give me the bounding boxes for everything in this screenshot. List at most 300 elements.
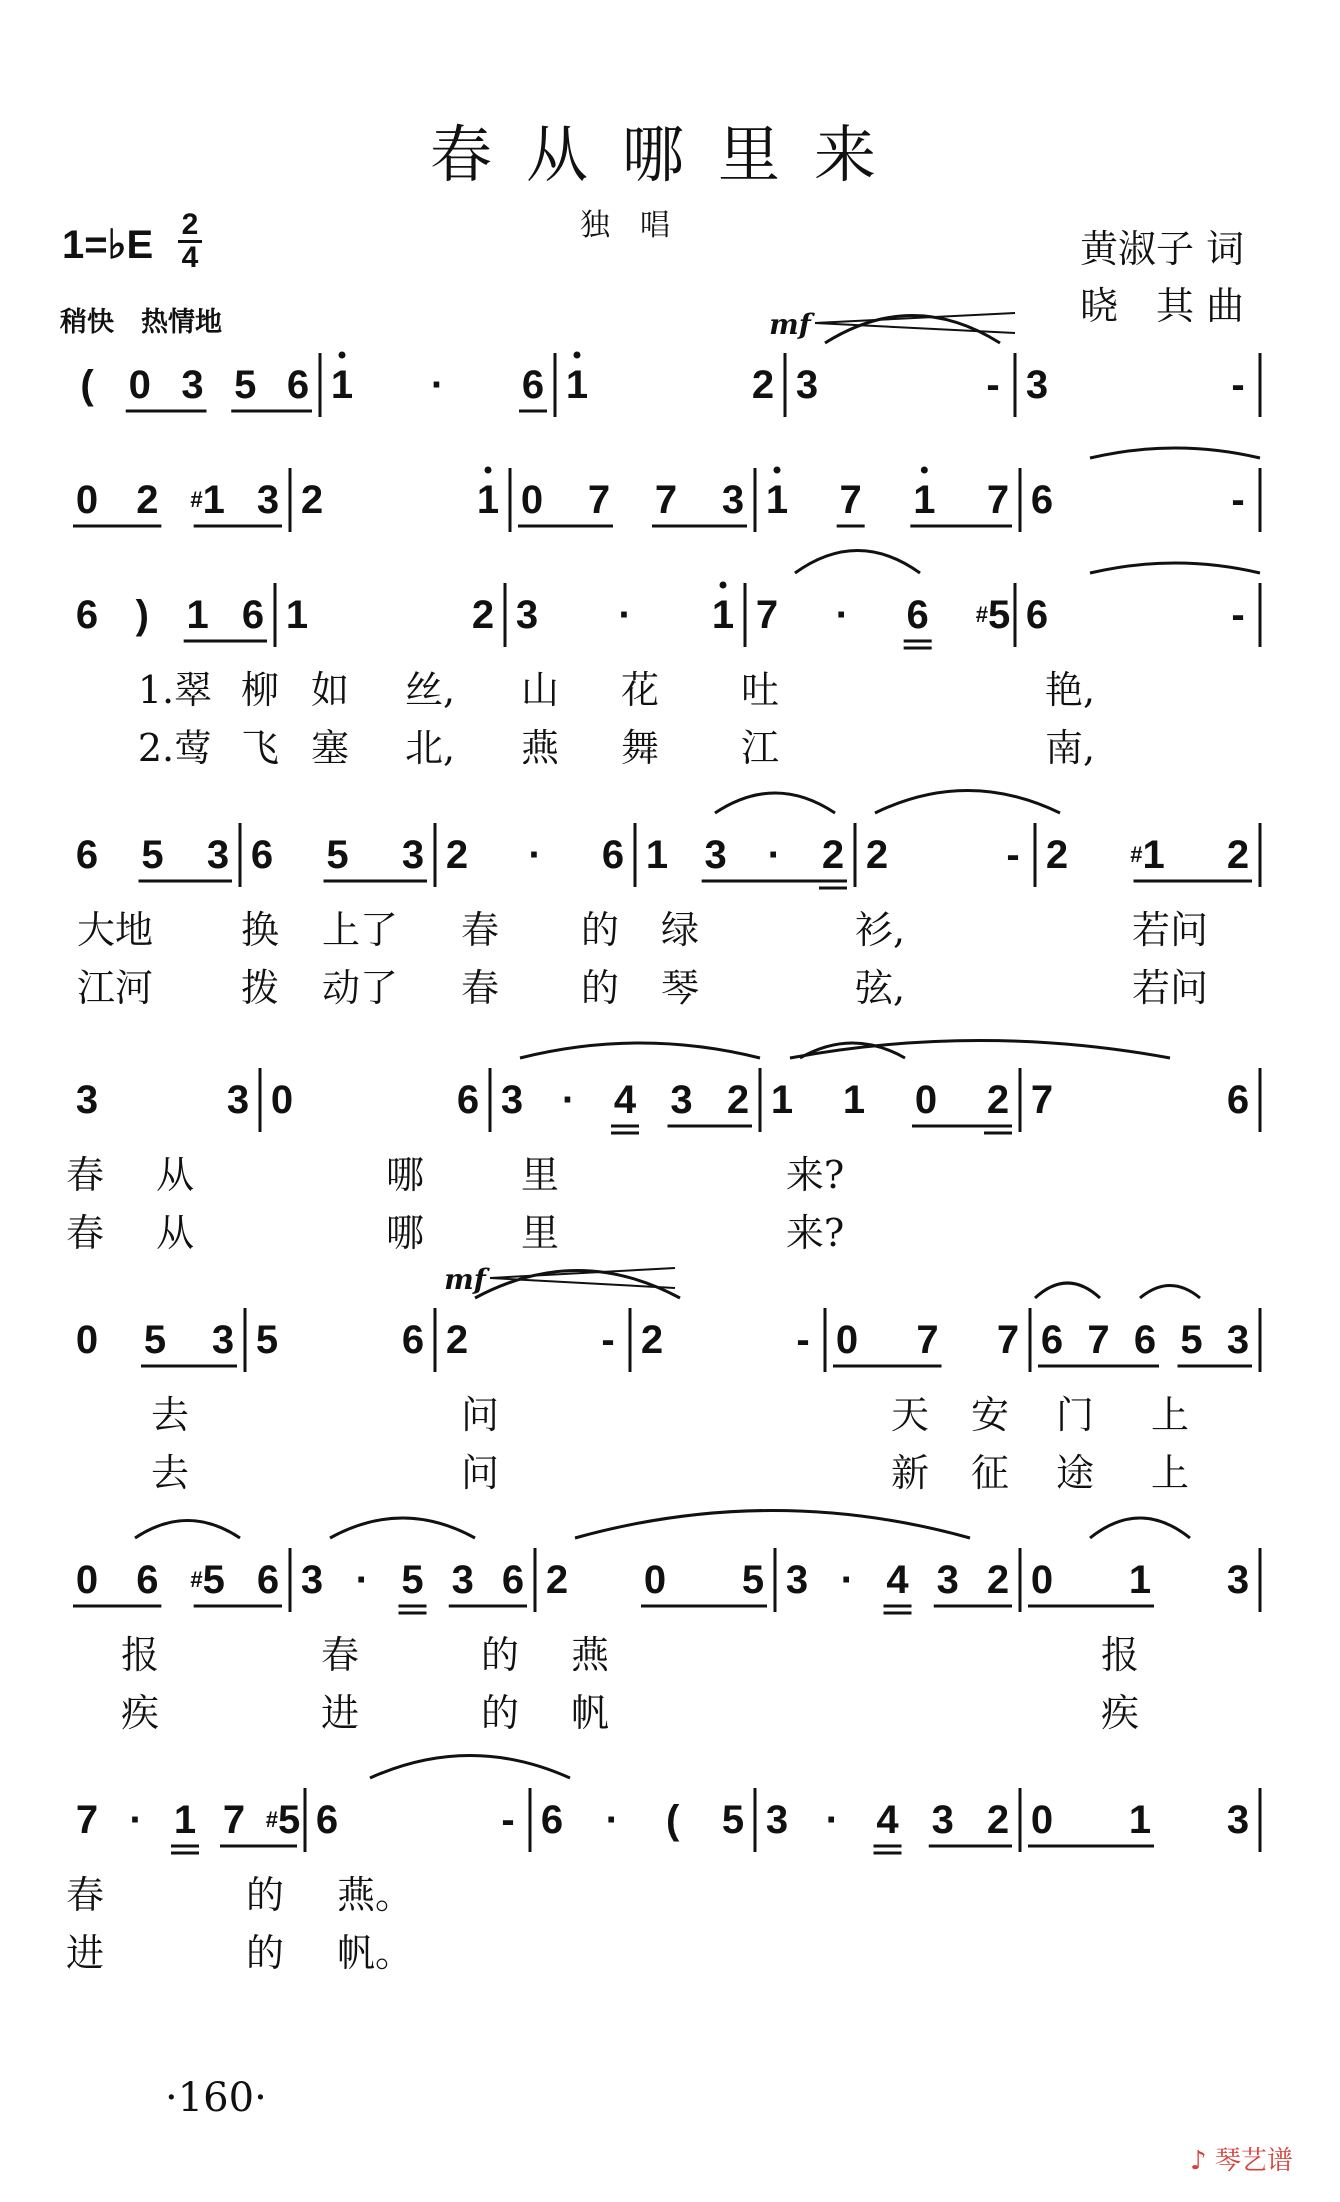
lyric-word: 报 xyxy=(120,1633,160,1677)
note-digit: 1 xyxy=(476,478,500,522)
note-digit: 2 xyxy=(986,1078,1010,1122)
note-digit: 5 xyxy=(741,1558,765,1602)
note-digit: 1 xyxy=(173,1798,197,1842)
note xyxy=(1180,1320,1202,1360)
note xyxy=(190,480,225,520)
octave-dot xyxy=(485,467,492,474)
lyric-word: 花 xyxy=(620,668,660,712)
lyric-word: 的 xyxy=(580,908,620,952)
lyric-word: 的 xyxy=(245,1873,285,1917)
augmentation-dot xyxy=(606,1800,619,1840)
note-digit: 2 xyxy=(726,1078,750,1122)
lyric-word: 春 xyxy=(65,1873,105,1917)
note-high-octave xyxy=(477,480,499,520)
note xyxy=(1031,1080,1053,1120)
note xyxy=(402,835,424,875)
bracket xyxy=(80,365,93,405)
sharp-sign: # xyxy=(190,1567,203,1592)
note-digit: 6 xyxy=(521,363,545,407)
note-digit: 6 xyxy=(1040,1318,1064,1362)
slur xyxy=(715,793,835,813)
note xyxy=(705,835,727,875)
note-digit: ( xyxy=(80,363,94,407)
note-digit: 3 xyxy=(936,1558,959,1602)
music-logo-icon: ♪ xyxy=(1190,2146,1207,2176)
note-digit: 3 xyxy=(1226,1318,1250,1362)
slur xyxy=(135,1521,240,1539)
lyric-word: 的 xyxy=(580,966,620,1010)
note xyxy=(301,480,323,520)
note-digit: 1 xyxy=(711,593,735,637)
bracket xyxy=(666,1800,679,1840)
lyric-word: 的 xyxy=(245,1931,285,1975)
note-digit: 3 xyxy=(181,363,204,407)
note-digit: 6 xyxy=(401,1318,425,1362)
note xyxy=(742,1560,764,1600)
slur xyxy=(475,1271,680,1299)
note xyxy=(976,595,1011,635)
lyric-word: 燕 xyxy=(570,1633,610,1677)
note-digit: 3 xyxy=(500,1078,524,1122)
note xyxy=(234,365,256,405)
lyric-word: 来? xyxy=(785,1153,845,1197)
note-digit: 0 xyxy=(520,478,544,522)
note xyxy=(1227,1320,1249,1360)
time-numerator: 2 xyxy=(178,210,202,243)
note xyxy=(546,1560,568,1600)
note-digit: 6 xyxy=(250,833,274,877)
note-digit: 3 xyxy=(256,478,280,522)
note xyxy=(516,595,538,635)
octave-dot xyxy=(921,467,928,474)
note-digit: 0 xyxy=(1030,1558,1054,1602)
augmentation-dot xyxy=(129,1800,142,1840)
note xyxy=(144,1320,166,1360)
octave-dot xyxy=(774,467,781,474)
sharp-sign: # xyxy=(190,487,203,512)
augmentation-dot xyxy=(356,1560,369,1600)
note-high-octave xyxy=(712,595,734,635)
note xyxy=(866,835,888,875)
tempo-marking: 稍快 热情地 xyxy=(60,307,222,338)
note-digit: - xyxy=(501,1798,515,1842)
lyric-word: 换 xyxy=(240,908,280,952)
note-digit: 2 xyxy=(821,833,845,877)
note-digit: 2 xyxy=(545,1558,569,1602)
note-high-octave xyxy=(913,480,935,520)
note-digit: 6 xyxy=(256,1558,280,1602)
note xyxy=(174,1800,196,1840)
note-digit: 5 xyxy=(141,833,164,877)
note xyxy=(501,1080,523,1120)
note-digit: · xyxy=(825,1798,839,1842)
lyric-word: 春 xyxy=(460,966,500,1010)
note-high-octave xyxy=(766,480,788,520)
note-digit: 0 xyxy=(75,478,99,522)
note-digit: 3 xyxy=(1025,363,1049,407)
sharp-sign: # xyxy=(975,602,988,627)
note xyxy=(1129,1800,1151,1840)
slur xyxy=(520,1043,760,1058)
note-digit: - xyxy=(1231,593,1245,637)
note xyxy=(932,1800,954,1840)
note xyxy=(987,1080,1009,1120)
note xyxy=(1026,365,1048,405)
note xyxy=(602,835,624,875)
note xyxy=(181,365,203,405)
lyric-word: 1.翠 xyxy=(137,668,213,712)
note xyxy=(987,1800,1009,1840)
lyric-word: 帆。 xyxy=(336,1931,414,1975)
dash-extension xyxy=(1231,595,1244,635)
note-digit: 6 xyxy=(315,1798,339,1842)
note xyxy=(786,1560,808,1600)
lyric-word: 2.莺 xyxy=(137,726,213,770)
note-digit: 7 xyxy=(75,1798,99,1842)
note xyxy=(1041,1320,1063,1360)
note-digit: 2 xyxy=(640,1318,664,1362)
lyric-word: 的 xyxy=(480,1691,520,1735)
note-digit: 1 xyxy=(565,363,589,407)
note xyxy=(1130,835,1165,875)
lyric-word: 燕。 xyxy=(336,1873,414,1917)
note xyxy=(402,1320,424,1360)
note xyxy=(1134,1320,1156,1360)
performance-note: 独 唱 xyxy=(580,208,670,243)
note xyxy=(287,365,309,405)
note-digit: 1 xyxy=(202,478,225,522)
note xyxy=(136,1560,158,1600)
augmentation-dot xyxy=(528,835,541,875)
note-digit: 1 xyxy=(1128,1798,1152,1842)
note-digit: 3 xyxy=(226,1078,250,1122)
note-digit: 1 xyxy=(285,593,309,637)
note-digit: 3 xyxy=(1226,1798,1250,1842)
note-digit: 7 xyxy=(654,478,678,522)
note xyxy=(646,835,668,875)
page-number: ·160· xyxy=(165,2075,267,2121)
note xyxy=(1227,1800,1249,1840)
note-digit: 5 xyxy=(143,1318,167,1362)
lyric-word: 绿 xyxy=(660,908,700,952)
note xyxy=(987,1560,1009,1600)
note xyxy=(326,835,348,875)
lyric-word: 若问 xyxy=(1131,908,1209,952)
lyric-word: 飞 xyxy=(240,726,280,770)
sharp-sign: # xyxy=(1130,842,1143,867)
note-digit: 7 xyxy=(986,478,1010,522)
note-digit: 3 xyxy=(206,833,230,877)
note xyxy=(541,1800,563,1840)
note-digit: 5 xyxy=(278,1798,301,1842)
note-digit: 6 xyxy=(241,593,265,637)
lyric-word: 天 xyxy=(890,1393,930,1437)
note-digit: · xyxy=(528,833,542,877)
note-digit: 7 xyxy=(1087,1318,1110,1362)
lyric-word: 安 xyxy=(970,1393,1010,1437)
note-digit: 3 xyxy=(401,833,425,877)
lyric-word: 从 xyxy=(155,1153,195,1197)
lyric-word: 问 xyxy=(460,1393,500,1437)
note-digit: 3 xyxy=(765,1798,789,1842)
note xyxy=(141,835,163,875)
lyric-word: 如 xyxy=(310,668,350,712)
note-digit: 0 xyxy=(914,1078,938,1122)
note-high-octave xyxy=(566,365,588,405)
lyric-word: 途 xyxy=(1055,1451,1095,1495)
note xyxy=(522,365,544,405)
note-digit: 5 xyxy=(234,363,257,407)
note xyxy=(301,1560,323,1600)
slur xyxy=(1035,1283,1100,1298)
note xyxy=(1026,595,1048,635)
note xyxy=(223,1800,245,1840)
note xyxy=(771,1080,793,1120)
note xyxy=(1227,835,1249,875)
lyric-word: 里 xyxy=(520,1211,560,1255)
note xyxy=(1046,835,1068,875)
augmentation-dot xyxy=(618,595,631,635)
note-digit: - xyxy=(1231,363,1245,407)
note xyxy=(822,835,844,875)
lyric-word: 征 xyxy=(970,1451,1010,1495)
note-digit: 2 xyxy=(865,833,889,877)
note-digit: · xyxy=(767,833,781,877)
note-digit: 0 xyxy=(835,1318,859,1362)
lyric-word: 帆 xyxy=(570,1691,610,1735)
dynamic-mf: mf xyxy=(444,1263,486,1296)
lyric-word: 吐 xyxy=(740,668,780,712)
note-digit: - xyxy=(986,363,1000,407)
note-digit: 3 xyxy=(515,593,539,637)
note-digit: 2 xyxy=(471,593,495,637)
note-digit: 1 xyxy=(1142,833,1165,877)
note xyxy=(452,1560,474,1600)
note-digit: 3 xyxy=(670,1078,693,1122)
note-digit: · xyxy=(430,363,445,407)
note xyxy=(76,1080,98,1120)
note xyxy=(76,480,98,520)
note-digit: - xyxy=(1231,478,1245,522)
slur xyxy=(795,551,920,574)
note xyxy=(1031,1800,1053,1840)
note-digit: 2 xyxy=(1226,833,1250,877)
lyric-word: 柳 xyxy=(240,668,280,712)
lyric-word: 报 xyxy=(1100,1633,1140,1677)
note-digit: 2 xyxy=(751,363,775,407)
note-digit: · xyxy=(129,1798,143,1842)
lyric-word: 山 xyxy=(520,668,560,712)
note-digit: 7 xyxy=(916,1318,939,1362)
note-digit: 2 xyxy=(445,1318,469,1362)
augmentation-dot xyxy=(562,1080,575,1120)
note xyxy=(886,1560,908,1600)
note-digit: 0 xyxy=(75,1558,99,1602)
note-digit: 3 xyxy=(211,1318,235,1362)
key-signature: 1=♭E xyxy=(62,223,154,267)
note-digit: 4 xyxy=(886,1558,909,1602)
lyric-word: 疾 xyxy=(1100,1691,1140,1735)
note-digit: 2 xyxy=(136,478,159,522)
note-digit: 1 xyxy=(913,478,936,522)
slur xyxy=(1140,1286,1200,1299)
note xyxy=(76,1560,98,1600)
slur xyxy=(1090,448,1260,458)
note xyxy=(1087,1320,1109,1360)
note-digit: · xyxy=(605,1798,619,1842)
note xyxy=(876,1800,898,1840)
note-digit: 3 xyxy=(75,1078,99,1122)
note xyxy=(766,1800,788,1840)
note xyxy=(316,1800,338,1840)
augmentation-dot xyxy=(841,1560,854,1600)
note xyxy=(1227,1080,1249,1120)
composer-credit: 晓 其 曲 xyxy=(1080,284,1245,328)
augmentation-dot xyxy=(431,365,444,405)
note-digit: 5 xyxy=(326,833,349,877)
note xyxy=(129,365,151,405)
note-digit: 3 xyxy=(795,363,819,407)
lyric-word: 舞 xyxy=(620,726,660,770)
note-digit: 7 xyxy=(996,1318,1020,1362)
note xyxy=(257,1560,279,1600)
lyric-word: 琴 xyxy=(660,966,700,1010)
note-digit: 6 xyxy=(501,1558,525,1602)
note-digit: 5 xyxy=(401,1558,424,1602)
lyric-word: 哪 xyxy=(385,1153,425,1197)
note xyxy=(207,835,229,875)
note-digit: ( xyxy=(665,1798,680,1842)
note xyxy=(190,1560,225,1600)
note xyxy=(1031,480,1053,520)
time-denominator: 4 xyxy=(181,241,199,274)
note xyxy=(756,595,778,635)
lyric-word: 哪 xyxy=(385,1211,425,1255)
note-digit: 3 xyxy=(300,1558,324,1602)
note xyxy=(257,480,279,520)
lyric-word: 大地 xyxy=(76,908,154,952)
note-high-octave xyxy=(331,365,353,405)
lyric-word: 新 xyxy=(890,1451,930,1495)
slur xyxy=(575,1511,970,1539)
watermark-text: 琴艺谱 xyxy=(1214,2146,1293,2176)
note xyxy=(521,480,543,520)
note xyxy=(286,595,308,635)
note xyxy=(76,595,98,635)
note xyxy=(401,1560,423,1600)
note-digit: 6 xyxy=(1226,1078,1250,1122)
note-digit: 7 xyxy=(222,1798,246,1842)
note-digit: · xyxy=(618,593,632,637)
dash-extension xyxy=(796,1320,809,1360)
note-digit: 7 xyxy=(839,478,862,522)
note-digit: 0 xyxy=(270,1078,294,1122)
note-digit: - xyxy=(601,1318,615,1362)
note xyxy=(212,1320,234,1360)
note-digit: 2 xyxy=(986,1798,1010,1842)
note-digit: 6 xyxy=(1030,478,1054,522)
note xyxy=(843,1080,865,1120)
augmentation-dot xyxy=(836,595,849,635)
note-digit: 7 xyxy=(755,593,779,637)
note xyxy=(840,480,862,520)
lyric-word: 北, xyxy=(404,726,456,770)
lyric-word: 春 xyxy=(65,1153,105,1197)
note-digit: 2 xyxy=(445,833,469,877)
note-digit: 2 xyxy=(986,1558,1010,1602)
lyric-word: 疾 xyxy=(120,1691,160,1735)
bracket xyxy=(136,595,149,635)
sharp-sign: # xyxy=(265,1807,278,1832)
note-digit: 3 xyxy=(721,478,745,522)
note xyxy=(916,1320,938,1360)
note-digit: 6 xyxy=(136,1558,159,1602)
lyric-word: 去 xyxy=(150,1393,190,1437)
note xyxy=(187,595,209,635)
lyric-word: 春 xyxy=(320,1633,360,1677)
note-digit: - xyxy=(1006,833,1020,877)
note xyxy=(641,1320,663,1360)
note-digit: 3 xyxy=(785,1558,809,1602)
note xyxy=(836,1320,858,1360)
note-digit: 6 xyxy=(75,833,99,877)
note xyxy=(256,1320,278,1360)
note-digit: 3 xyxy=(931,1798,954,1842)
note xyxy=(987,480,1009,520)
note xyxy=(227,1080,249,1120)
slur xyxy=(875,791,1060,814)
note-digit: 6 xyxy=(906,593,929,637)
augmentation-dot xyxy=(826,1800,839,1840)
lyric-word: 南, xyxy=(1044,726,1096,770)
note-digit: 0 xyxy=(75,1318,99,1362)
note xyxy=(472,595,494,635)
lyric-word: 动了 xyxy=(321,966,399,1010)
dash-extension xyxy=(1231,365,1244,405)
note xyxy=(266,1800,301,1840)
note-digit: 1 xyxy=(330,363,354,407)
note xyxy=(722,1800,744,1840)
note-digit: 5 xyxy=(255,1318,279,1362)
slur xyxy=(825,316,1000,344)
note-digit: 3 xyxy=(1226,1558,1250,1602)
note xyxy=(242,595,264,635)
lyric-word: 问 xyxy=(460,1451,500,1495)
crescendo-hairpins xyxy=(490,313,1015,1288)
octave-dot xyxy=(574,352,581,359)
note-digit: 4 xyxy=(613,1078,637,1122)
lyric-word: 上了 xyxy=(321,908,399,952)
note xyxy=(446,1320,468,1360)
lyric-word: 上 xyxy=(1150,1451,1190,1495)
lyric-word: 衫, xyxy=(854,908,906,952)
note-digit: · xyxy=(835,593,849,637)
note-digit: - xyxy=(796,1318,810,1362)
note-digit: 0 xyxy=(643,1558,667,1602)
note-digit: 6 xyxy=(456,1078,480,1122)
song-title: 春从哪里来 xyxy=(429,118,910,191)
note-digit: 7 xyxy=(1030,1078,1054,1122)
note-digit: 1 xyxy=(186,593,209,637)
note-digit: · xyxy=(561,1078,576,1122)
note xyxy=(136,480,158,520)
lyric-word: 门 xyxy=(1055,1393,1095,1437)
note-digit: 1 xyxy=(1128,1558,1152,1602)
note xyxy=(1031,1560,1053,1600)
note-digit: 7 xyxy=(587,478,611,522)
note-digit: ) xyxy=(135,593,149,637)
lyric-word: 里 xyxy=(520,1153,560,1197)
